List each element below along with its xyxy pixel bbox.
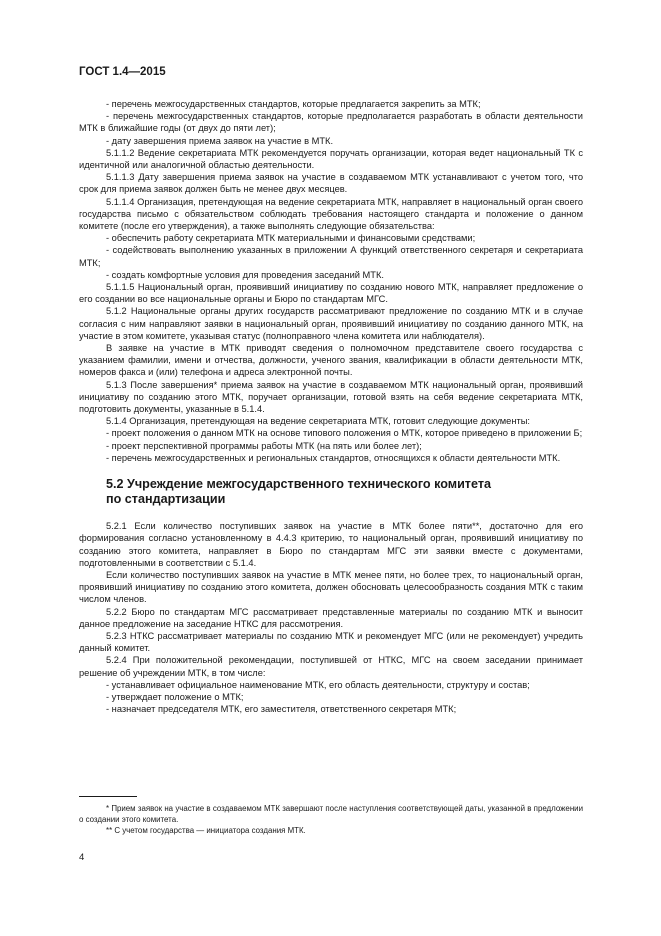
paragraph: - перечень межгосударственных и региональных стандартов, относящихся к области деятельности МТК. [106, 452, 561, 463]
body-text [79, 98, 583, 715]
paragraph: 5.1.1.3 Дату завершения приема заявок на участие в создаваемом МТК устанавливают с учетом того, что срок для приема заявок должен быть не менее двух месяцев. [79, 172, 583, 195]
paragraph: - создать комфортные условия для проведения заседаний МТК. [106, 269, 384, 280]
paragraph: - назначает председателя МТК, его заместителя, ответственного секретаря МТК; [106, 704, 457, 715]
paragraph: - дату завершения приема заявок на участие в МТК. [106, 135, 334, 146]
footnotes [79, 803, 583, 837]
footnote: * Прием заявок на участие в создаваемом МТК завершают после наступления соответствующей даты, указанной в предложении о создании этого комитета. [79, 804, 583, 825]
paragraph: 5.2.1 Если количество поступивших заявок на участие в МТК более пяти**, достаточно для его формирования согласно установленному в 4.4.3 критерию, то национальный орган, проявивший инициативу по созданию этого комитета, направляет в Бюро по стандартам МГС эти заявки вместе с документами, подготовленными в соответствии с 5.1.4. [79, 521, 583, 568]
paragraph: - утверждает положение о МТК; [106, 691, 244, 702]
paragraph: - перечень межгосударственных стандартов, которые предлагается закрепить за МТК; [106, 99, 481, 109]
page-number: 4 [79, 852, 85, 863]
paragraph: 5.1.3 После завершения* приема заявок на участие в создаваемом МТК национальный орган, проявивший инициативу по созданию этого МТК, поручает организации, готовой взять на себя ведение секретариата МТК, подготовить документы, указанные в 5.1.4. [79, 379, 583, 415]
paragraph: - перечень межгосударственных стандартов, которые предполагается разработать в области деятельности МТК в ближайшие годы (от двух до пяти лет); [79, 111, 583, 134]
section-title-line2: по стандартизации [106, 492, 226, 507]
paragraph: В заявке на участие в МТК приводят сведения о полномочном представителе своего государства с указанием фамилии, имени и отчества, должности, ученого звания, квалификации в области деятельности МТК, номеров факса и (или) телефона и адреса электронной почты. [79, 343, 583, 378]
document-header: ГОСТ 1.4—2015 [79, 66, 166, 78]
section-number: 5.2 [106, 477, 124, 492]
paragraph: - проект положения о данном МТК на основе типового положения о МТК, которое приведено в приложении Б; [106, 428, 583, 439]
paragraph: 5.1.2 Национальные органы других государств рассматривают предложение по созданию МТК и в случае согласия с ним направляют заявки в национальный орган, проявивший инициативу по созданию данного МТК, на участие в этом комитете, указывая статус (полноправного члена комитета или наблюдателя). [79, 306, 583, 341]
paragraph: - содействовать выполнению указанных в приложении А функций ответственного секретаря и секретариата МТК; [79, 245, 583, 268]
section-heading [106, 477, 583, 507]
paragraph: 5.1.1.2 Ведение секретариата МТК рекомендуется поручать организации, которая ведет национальный ТК с идентичной или аналогичной областью деятельности. [79, 147, 583, 171]
footnote-divider [79, 796, 137, 797]
section-title-line1: Учреждение межгосударственного технического комитета [127, 477, 491, 492]
paragraph: 5.1.1.5 Национальный орган, проявивший инициативу по созданию нового МТК, направляет предложение о его создании во все национальные органы и Бюро по стандартам МГС. [79, 282, 583, 305]
paragraph: 5.1.1.4 Организация, претендующая на ведение секретариата МТК, направляет в национальный орган своего государства письмо с обязательством соблюдать требования настоящего стандарта и положение о данном комитете (после его утверждения), а также выполнять следующие обязательства: [79, 196, 583, 232]
paragraph: 5.2.4 При положительной рекомендации, поступившей от НТКС, МГС на своем заседании принимает решение об учреждении МТК, в том числе: [79, 655, 583, 678]
paragraph: - проект перспективной программы работы МТК (на пять или более лет); [106, 440, 422, 451]
paragraph: - обеспечить работу секретариата МТК материальными и финансовыми средствами; [106, 233, 476, 244]
paragraph: 5.2.2 Бюро по стандартам МГС рассматривает представленные материалы по созданию МТК и выносит данное предложение на заседание НТКС для рассмотрения. [79, 606, 583, 629]
paragraph: - устанавливает официальное наименование МТК, его область деятельности, структуру и состав; [106, 679, 530, 690]
paragraph: Если количество поступивших заявок на участие в МТК менее пяти, но более трех, то национальный орган, проявивший инициативу по созданию этого комитета, должен обосновать целесообразность создания МТК с таким числом членов. [79, 569, 583, 605]
paragraph: 5.1.4 Организация, претендующая на ведение секретариата МТК, готовит следующие документы: [106, 416, 531, 427]
footnote: ** С учетом государства — инициатора создания МТК. [106, 826, 306, 836]
paragraph: 5.2.3 НТКС рассматривает материалы по созданию МТК и рекомендует МГС (или не рекомендует) учредить данный комитет. [79, 630, 583, 654]
